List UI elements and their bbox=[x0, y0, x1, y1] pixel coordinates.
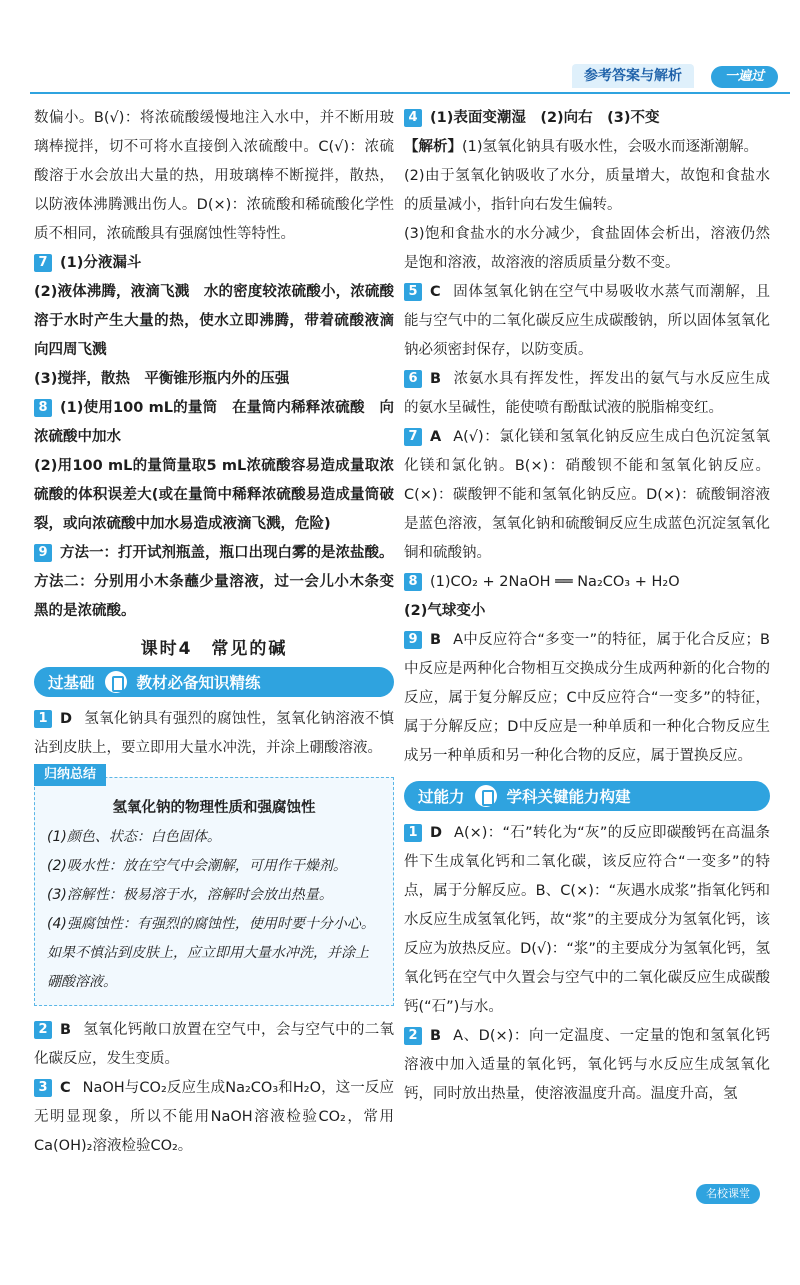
b2-answer bbox=[34, 1016, 394, 1074]
q6-number: 6 bbox=[404, 370, 422, 388]
banner-basics-subtitle: 教材必备知识精练 bbox=[136, 674, 261, 692]
summary-box bbox=[34, 767, 394, 1006]
q5-choice: C bbox=[430, 284, 441, 300]
c1-answer bbox=[404, 819, 770, 1022]
left-column bbox=[34, 104, 394, 1161]
b3-choice: C bbox=[60, 1080, 71, 1096]
summary-title: 氢氧化钠的物理性质和强腐蚀性 bbox=[112, 800, 316, 816]
q9-answer bbox=[34, 539, 394, 568]
banner-basics-label: 过基础 bbox=[48, 674, 95, 692]
q8-number: 8 bbox=[34, 399, 52, 417]
q4-answer bbox=[404, 104, 770, 133]
q5-answer bbox=[404, 278, 770, 365]
b3-explanation: NaOH与CO₂反应生成Na₂CO₃和H₂O，这一反应无明显现象，所以不能用NaOH溶液检验CO₂，常用Ca(OH)₂溶液检验CO₂。 bbox=[34, 1080, 394, 1154]
lesson-title: 课时4 常见的碱 bbox=[140, 639, 288, 659]
b1-explanation: 氢氧化钠具有强烈的腐蚀性，氢氧化钠溶液不慎沾到皮肤上，要立即用大量水冲洗，并涂上硼酸溶液。 bbox=[34, 711, 394, 756]
b2-explanation: 氢氧化钙敞口放置在空气中，会与空气中的二氧化碳反应，发生变质。 bbox=[34, 1022, 394, 1067]
footer-badge: 名校课堂 bbox=[696, 1184, 760, 1204]
q9r-number: 9 bbox=[404, 631, 422, 649]
b2-number: 2 bbox=[34, 1021, 52, 1039]
q7r-number: 7 bbox=[404, 428, 422, 446]
header-tag: 一遍过 bbox=[711, 66, 778, 88]
c2-explanation: A、D(×)：向一定温度、一定量的饱和氢氧化钙溶液中加入适量的氧化钙，氧化钙与水反应生成氢氧化钙，同时放出热量，使溶液温度升高。温度升高，氢 bbox=[404, 1028, 770, 1102]
b1-number: 1 bbox=[34, 710, 52, 728]
q7-answer bbox=[34, 249, 394, 278]
book-icon bbox=[105, 671, 127, 693]
q8r-equation: (1)CO₂ + 2NaOH ══ Na₂CO₃ + H₂O bbox=[430, 574, 680, 590]
target-icon bbox=[475, 785, 497, 807]
banner-ability-label: 过能力 bbox=[418, 788, 465, 806]
q4-text2: (2)由于氢氧化钠吸收了水分，质量增大，故饱和食盐水的质量减小，指针向右发生偏转。 bbox=[404, 168, 770, 213]
b3-answer bbox=[34, 1074, 394, 1161]
q9r-choice: B bbox=[430, 632, 442, 648]
q6-choice: B bbox=[430, 371, 442, 387]
q4-text3: (3)饱和食盐水的水分减少，食盐固体会析出，溶液仍然是饱和溶液，故溶液的溶质质量分数不变。 bbox=[404, 226, 770, 271]
b2-choice: B bbox=[60, 1022, 72, 1038]
header-bar bbox=[30, 64, 790, 94]
right-column bbox=[404, 104, 770, 1109]
q8-line2: (2)用100 mL的量筒量取5 mL浓硫酸容易造成量取浓硫酸的体积误差大(或在量筒中稀释浓硫酸易造成量筒破裂，或向浓硫酸中加水易造成液滴飞溅，危险) bbox=[34, 458, 394, 532]
q7r-choice: A bbox=[430, 429, 442, 445]
c1-number: 1 bbox=[404, 824, 422, 842]
q8r-answer bbox=[404, 568, 770, 597]
c2-choice: B bbox=[430, 1028, 442, 1044]
q4-line1: (1)表面变潮湿 (2)向右 (3)不变 bbox=[430, 110, 660, 126]
q7-number: 7 bbox=[34, 254, 52, 272]
c2-answer bbox=[404, 1022, 770, 1109]
summary-line: (1)颜色、状态：白色固体。 bbox=[47, 829, 221, 845]
q7r-answer bbox=[404, 423, 770, 568]
q7-line2: (2)液体沸腾，液滴飞溅 水的密度较浓硫酸小，浓硫酸溶于水时产生大量的热，使水立即沸腾，带着硫酸液滴向四周飞溅 bbox=[34, 284, 394, 358]
banner-ability-subtitle: 学科关键能力构建 bbox=[506, 788, 631, 806]
b1-choice: D bbox=[60, 711, 73, 727]
q7r-explanation: A(√)：氯化镁和氢氧化钠反应生成白色沉淀氢氧化镁和氯化钠。B(×)：硝酸钡不能和氢氧化钠反应。C(×)：碳酸钾不能和氢氧化钠反应。D(×)：硫酸铜溶液是蓝色溶液，氢氧化钠和硫酸铜反应生成蓝色沉淀氢氧化铜和硫酸钠。 bbox=[404, 429, 770, 561]
q8r-number: 8 bbox=[404, 573, 422, 591]
summary-line: (3)溶解性：极易溶于水，溶解时会放出热量。 bbox=[47, 887, 333, 903]
header-label: 参考答案与解析 bbox=[572, 64, 694, 88]
q4-text1: (1)氢氧化钠具有吸水性，会吸水而逐渐潮解。 bbox=[462, 139, 759, 155]
q9r-explanation: A中反应符合“多变一”的特征，属于化合反应；B中反应是两种化合物相互交换成分生成两种新的化合物的反应，属于复分解反应；C中反应符合“一变多”的特征，属于分解反应；D中反应是一种单质和一种化合物反应生成另一种单质和另一种化合物的反应，属于置换反应。 bbox=[404, 632, 770, 764]
summary-tab: 归纳总结 bbox=[34, 764, 106, 786]
analysis-tag: 【解析】 bbox=[404, 139, 462, 155]
q6-explanation: 浓氨水具有挥发性，挥发出的氨气与水反应生成的氨水呈碱性，能使喷有酚酞试液的脱脂棉变红。 bbox=[404, 371, 770, 416]
q7-line3: (3)搅拌，散热 平衡锥形瓶内外的压强 bbox=[34, 371, 290, 387]
q6-answer bbox=[404, 365, 770, 423]
summary-line: (4)强腐蚀性：有强烈的腐蚀性，使用时要十分小心。如果不慎沾到皮肤上，应立即用大量水冲洗，并涂上硼酸溶液。 bbox=[47, 916, 375, 990]
q9-line1: 方法一：打开试剂瓶盖，瓶口出现白雾的是浓盐酸。 bbox=[60, 545, 394, 561]
b3-number: 3 bbox=[34, 1079, 52, 1097]
q8-line1: (1)使用100 mL的量筒 在量筒内稀释浓硫酸 向浓硫酸中加水 bbox=[34, 400, 394, 445]
q5-number: 5 bbox=[404, 283, 422, 301]
b1-answer bbox=[34, 705, 394, 763]
q5-explanation: 固体氢氧化钠在空气中易吸收水蒸气而潮解，且能与空气中的二氧化碳反应生成碳酸钠，所以固体氢氧化钠必须密封保存，以防变质。 bbox=[404, 284, 770, 358]
section-banner-ability bbox=[404, 781, 770, 811]
q9-number: 9 bbox=[34, 544, 52, 562]
c1-choice: D bbox=[430, 825, 443, 841]
q7-line1: (1)分液漏斗 bbox=[60, 255, 142, 271]
q8-answer bbox=[34, 394, 394, 452]
q9r-answer bbox=[404, 626, 770, 771]
q8r-line2: (2)气球变小 bbox=[404, 603, 486, 619]
continued-text: 数偏小。B(√)：将浓硫酸缓慢地注入水中，并不断用玻璃棒搅拌，切不可将水直接倒入浓硫酸中。C(√)：浓硫酸溶于水会放出大量的热，用玻璃棒不断搅拌，散热，以防液体沸腾溅出伤人。D(×)：浓硫酸和稀硫酸化学性质不相同，浓硫酸具有强腐蚀性等特性。 bbox=[34, 110, 394, 242]
section-banner-basics bbox=[34, 667, 394, 697]
c1-explanation: A(×)：“石”转化为“灰”的反应即碳酸钙在高温条件下生成氧化钙和二氧化碳，该反应符合“一变多”的特点，属于分解反应。B、C(×)：“灰遇水成浆”指氧化钙和水反应生成氢氧化钙，故“浆”的主要成分为氢氧化钙，该反应为放热反应。D(√)：“浆”的主要成分为氢氧化钙，氢氧化钙在空气中久置会与空气中的二氧化碳反应生成碳酸钙(“石”)与水。 bbox=[404, 825, 770, 1015]
c2-number: 2 bbox=[404, 1027, 422, 1045]
summary-line: (2)吸水性：放在空气中会潮解，可用作干燥剂。 bbox=[47, 858, 347, 874]
q9-line2: 方法二：分别用小木条蘸少量溶液，过一会儿小木条变黑的是浓硫酸。 bbox=[34, 574, 394, 619]
q4-number: 4 bbox=[404, 109, 422, 127]
q4-analysis bbox=[404, 133, 770, 162]
